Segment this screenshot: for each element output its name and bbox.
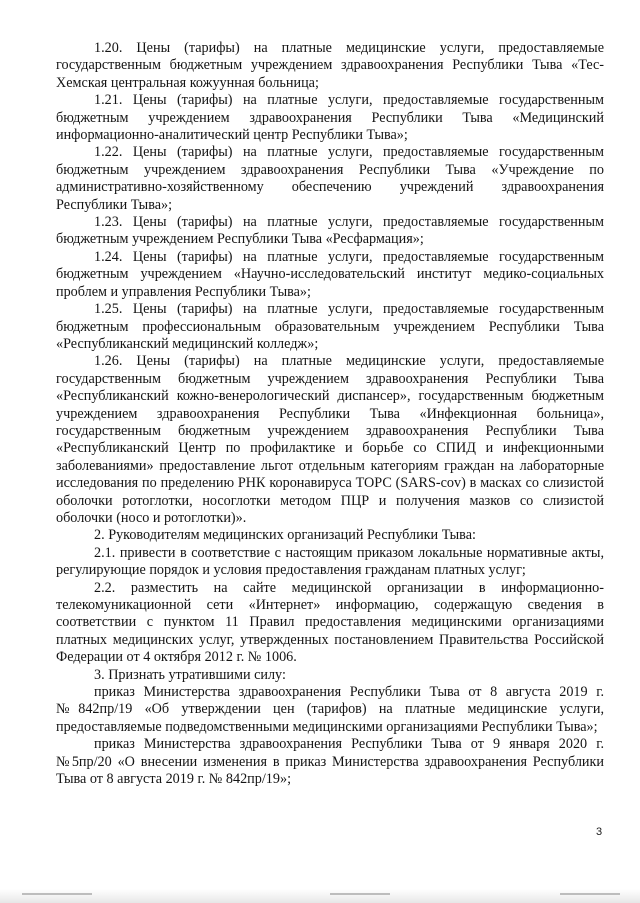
scan-artifact-right: [560, 893, 620, 895]
scan-artifact-middle: [330, 893, 390, 895]
page-number: 3: [596, 826, 603, 838]
paragraph-2: 2. Руководителям медицинских организаций Республики Тыва:: [94, 527, 476, 544]
paragraph-1-26: 1.26. Цены (тарифы) на платные медицинские услуги, предоставляемые государственным бюджетным учреждением здравоохранения Республики Тыва «Республиканский кожно-венерологический диспансер», государственным бюджетным учреждением здравоохранения Республики Тыва «Инфекционная больница», государственным бюджетным учреждением здравоохранения Республики Тыва «Республиканский Центр по профилактике и борьбе со СПИД и инфекционными заболеваниями» предоставление льгот отдельным категориям граждан на лабораторные исследования по пределению РНК коронавируса ТОРС (SARS-cov) в масках со слизистой оболочки ротоглотки, носоглотки методом ПЦР и получения мазков со слизистой оболочки (носо и ротоглотки)».: [56, 353, 604, 526]
paragraph-1-25: 1.25. Цены (тарифы) на платные услуги, предоставляемые государственным бюджетным профессиональным образовательным учреждением Республики Тыва «Республиканский медицинский колледж»;: [56, 301, 604, 352]
paragraph-1-24: 1.24. Цены (тарифы) на платные услуги, предоставляемые государственным бюджетным учреждением «Научно-исследовательский институт медико-социальных проблем и управления Республики Тыва»;: [56, 248, 604, 300]
document-page: [56, 40, 604, 788]
paragraph-1-21: 1.21. Цены (тарифы) на платные услуги, предоставляемые государственным бюджетным учреждением здравоохранения Республики Тыва «Медицинский информационно-аналитический центр Республики Тыва»;: [56, 92, 604, 144]
scan-artifact-left: [22, 893, 92, 895]
paragraph-1-23: 1.23. Цены (тарифы) на платные услуги, предоставляемые государственным бюджетным учреждением Республики Тыва «Ресфармация»;: [56, 214, 604, 248]
paragraph-1-22: 1.22. Цены (тарифы) на платные услуги, предоставляемые государственным бюджетным учреждением здравоохранения Республики Тыва «Учреждение по административно-хозяйственному обеспечению учреждений здравоохранения Республики Тыва»;: [56, 144, 604, 213]
paragraph-2-2: 2.2. разместить на сайте медицинской организации в информационно-телекомуникационной сети «Интернет» информацию, содержащую сведения в соответствии с пунктом 11 Правил предоставления медицинскими организациями платных медицинских услуг, утвержденных постановлением Правительства Российской Федерации от 4 октября 2012 г. № 1006.: [56, 579, 604, 666]
scan-bottom-edge: [0, 889, 640, 903]
paragraph-2-1: 2.1. привести в соответствие с настоящим приказом локальные нормативные акты, регулирующие порядок и условия предоставления гражданам платных услуг;: [56, 544, 604, 579]
paragraph-1-20: 1.20. Цены (тарифы) на платные медицинские услуги, предоставляемые государственным бюджетным учреждением здравоохранения Республики Тыва «Тес-Хемская центральная кожуунная больница;: [56, 40, 604, 91]
paragraph-3-order-5: приказ Министерства здравоохранения Республики Тыва от 9 января 2020 г. №5пр/20 «О внесении изменения в приказ Министерства здравоохранения Республики Тыва от 8 августа 2019 г. № 842пр/19»;: [56, 736, 604, 788]
paragraph-3-order-842: приказ Министерства здравоохранения Республики Тыва от 8 августа 2019 г. №842пр/19 «Об утверждении цен (тарифов) на платные медицинские услуги, предоставляемые подведомственными медицинскими организациями Республики Тыва»;: [56, 684, 604, 735]
paragraph-3: 3. Признать утратившими силу:: [94, 666, 286, 683]
